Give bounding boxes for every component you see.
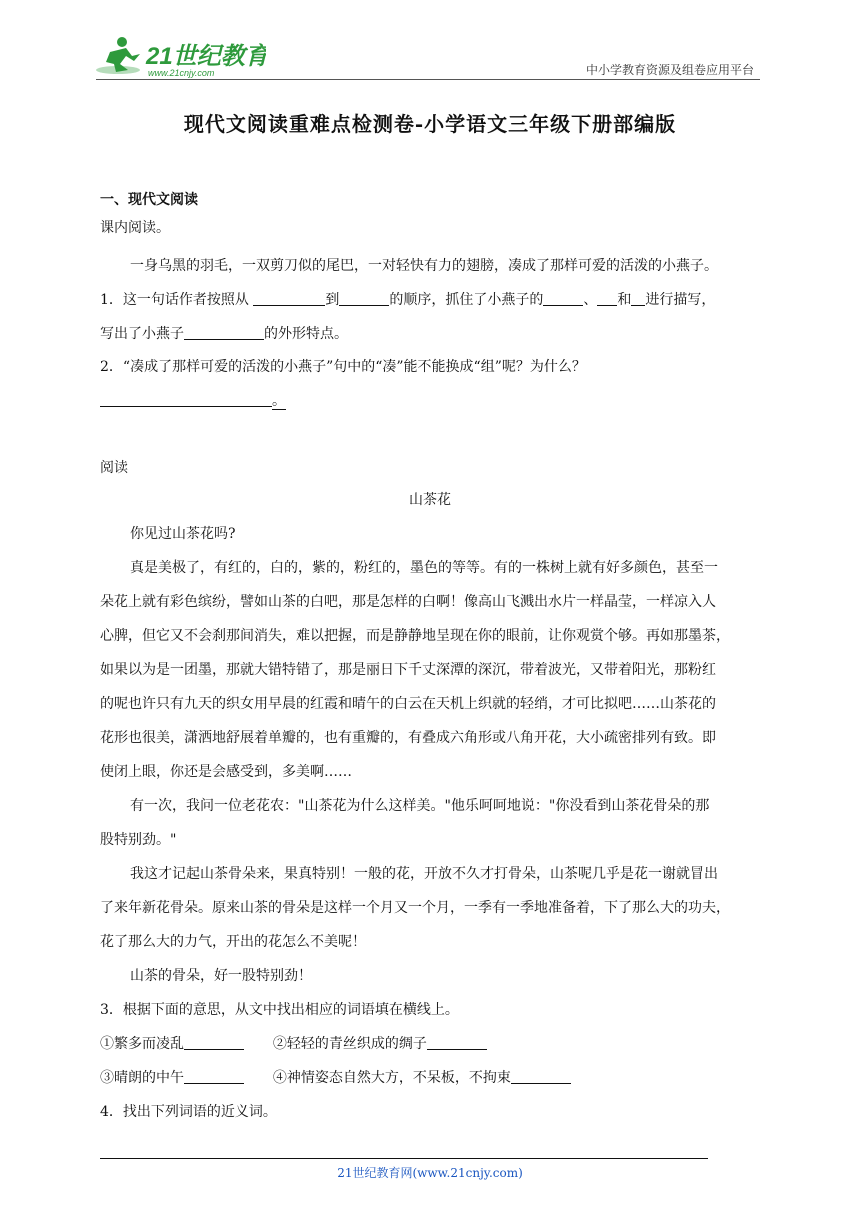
platform-name: 中小学教育资源及组卷应用平台 xyxy=(585,63,754,77)
q3-blank-2[interactable] xyxy=(427,1035,487,1050)
logo-url: www.21cnjy.com xyxy=(148,68,215,78)
q1-line2-text-a: 写出了小燕子 xyxy=(100,326,184,342)
question-2-answer xyxy=(100,390,286,410)
q1-blank-4[interactable] xyxy=(597,291,617,306)
q2-blank[interactable] xyxy=(100,392,272,407)
q1-text-b: 到 xyxy=(325,292,340,308)
article-line: 朵花上就有彩色缤纷，譬如山茶的白吧，那是怎样的白啊！像高山飞溅出水片一样晶莹，一样凉入人 xyxy=(100,594,716,610)
article-line: 山茶的骨朵，好一股特别劲！ xyxy=(130,968,312,984)
q3-item-1: ①繁多而凌乱 xyxy=(100,1036,184,1052)
q1-text-f: 进行描写， xyxy=(645,292,716,308)
q3-item-3: ③晴朗的中午 xyxy=(100,1070,184,1086)
article-line: 股特别劲。" xyxy=(100,832,177,848)
section-heading: 一、现代文阅读 xyxy=(100,192,198,208)
logo-text: 21世纪教育 xyxy=(146,43,266,70)
q1-blank-6[interactable] xyxy=(184,325,264,340)
article-line: 有一次，我问一位老花农："山茶花为什么这样美。"他乐呵呵地说："你没看到山茶花骨朵的那 xyxy=(130,798,710,814)
article-line: 花形也很美，潇洒地舒展着单瓣的，也有重瓣的，有叠成六角形或八角开花，大小疏密排列有致。即 xyxy=(100,730,716,746)
q2-end: 。 xyxy=(272,393,286,409)
question-3: 3．根据下面的意思，从文中找出相应的词语填在横线上。 xyxy=(100,1002,459,1018)
article-line: 如果以为是一团墨，那就大错特错了，那是丽日下千丈深潭的深沉，带着波光，又带着阳光，那粉红 xyxy=(100,662,716,678)
question-2: 2．“凑成了那样可爱的活泼的小燕子”句中的“凑”能不能换成“组”呢？为什么？ xyxy=(100,359,586,375)
q3-blank-1[interactable] xyxy=(184,1035,244,1050)
article-line: 心脾，但它又不会刹那间消失，难以把握，而是静静地呈现在你的眼前，让你观赏个够。再如那墨茶， xyxy=(100,628,730,644)
question-3-row2 xyxy=(100,1067,571,1087)
article-line: 花了那么大的力气，开出的花怎么不美呢！ xyxy=(100,934,366,950)
footer-link[interactable]: 21世纪教育网(www.21cnjy.com) xyxy=(337,1166,523,1180)
q1-text-d: 、 xyxy=(583,292,598,308)
site-logo xyxy=(96,34,266,80)
q1-text-e: 和 xyxy=(617,292,632,308)
section1-passage: 一身乌黑的羽毛，一双剪刀似的尾巴，一对轻快有力的翅膀，凑成了那样可爱的活泼的小燕子。 xyxy=(130,258,718,274)
header-divider xyxy=(96,79,760,80)
q1-text-a: 1．这一句话作者按照从 xyxy=(100,292,249,308)
q3-item-4: ④神情姿态自然大方，不呆板，不拘束 xyxy=(272,1070,511,1086)
article-line: 你见过山茶花吗? xyxy=(130,526,236,542)
q1-text-c: 的顺序，抓住了小燕子的 xyxy=(389,292,544,308)
q1-blank-3[interactable] xyxy=(543,291,583,306)
runner-logo-icon xyxy=(96,34,266,80)
article-line: 使闭上眼，你还是会感受到，多美啊…… xyxy=(100,764,352,780)
q3-item-2: ②轻轻的青丝织成的绸子 xyxy=(272,1036,427,1052)
q1-line2-text-b: 的外形特点。 xyxy=(264,326,348,342)
article-line: 的呢也许只有九天的织女用早晨的红霞和晴午的白云在天机上织就的轻绡，才可比拟吧……山茶花的 xyxy=(100,696,716,712)
article-title: 山茶花 xyxy=(409,492,451,508)
question-1-line2 xyxy=(100,323,348,343)
footer-divider xyxy=(100,1158,708,1159)
article-line: 了来年新花骨朵。原来山茶的骨朵是这样一个月又一个月，一季有一季地准备着，下了那么大的功夫， xyxy=(100,900,730,916)
question-3-row1 xyxy=(100,1033,487,1053)
q3-blank-4[interactable] xyxy=(511,1069,571,1084)
section2-intro: 阅读 xyxy=(100,460,128,476)
q1-blank-2[interactable] xyxy=(339,291,389,306)
page-title: 现代文阅读重难点检测卷-小学语文三年级下册部编版 xyxy=(183,112,677,136)
question-4: 4．找出下列词语的近义词。 xyxy=(100,1104,277,1120)
q1-blank-5[interactable] xyxy=(631,291,645,306)
article-line: 真是美极了，有红的，白的，紫的，粉红的，墨色的等等。有的一株树上就有好多颜色，甚至一 xyxy=(130,560,718,576)
q3-blank-3[interactable] xyxy=(184,1069,244,1084)
question-1-line1 xyxy=(100,289,715,309)
q1-blank-1[interactable] xyxy=(253,291,325,306)
section1-intro: 课内阅读。 xyxy=(100,220,170,236)
article-line: 我这才记起山茶骨朵来，果真特别！一般的花，开放不久才打骨朵，山茶呢几乎是花一谢就冒出 xyxy=(130,866,718,882)
